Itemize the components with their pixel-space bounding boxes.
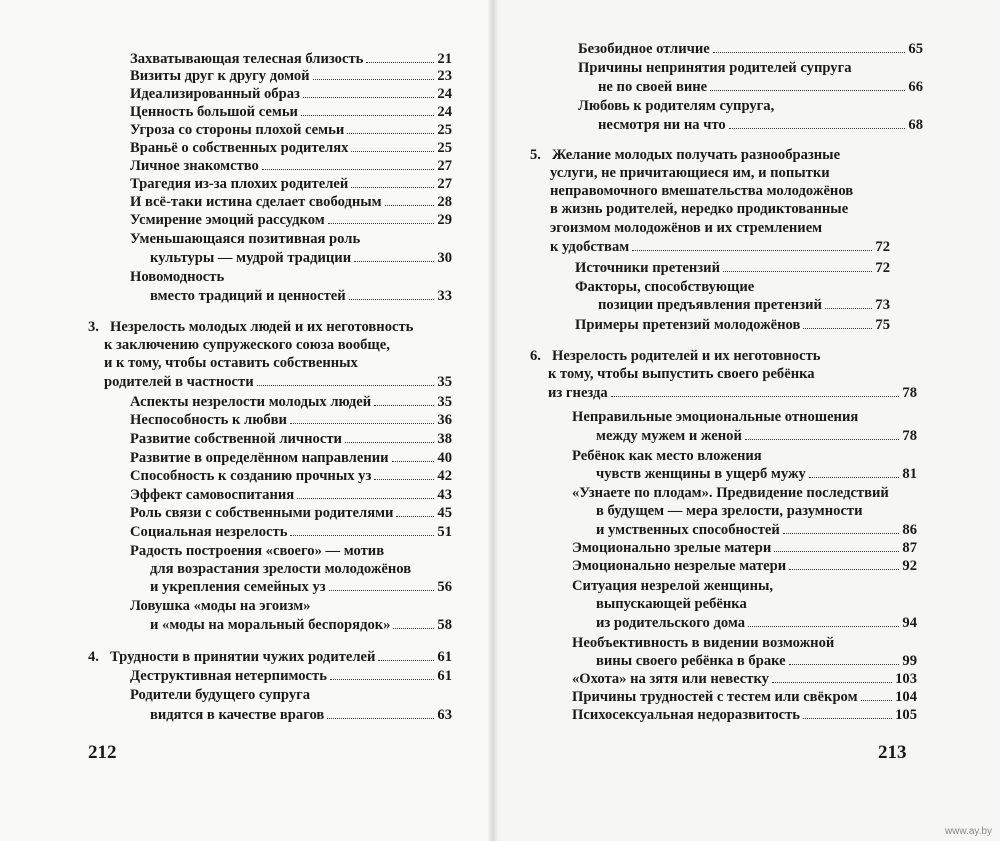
left-toc-line — [130, 430, 452, 448]
toc-entry-title: 4. Трудности в принятии чужих родителей — [88, 649, 376, 665]
right-toc-line — [572, 408, 858, 426]
right-toc-line — [572, 634, 834, 652]
right-toc-line — [550, 219, 822, 237]
right-toc-line — [575, 278, 754, 296]
toc-page-number: 21 — [437, 51, 452, 67]
toc-entry-title: не по своей вине — [598, 79, 708, 95]
toc-page-number: 42 — [437, 468, 452, 484]
toc-page-number: 105 — [895, 707, 917, 723]
right-toc-line — [530, 146, 840, 164]
left-toc-line — [88, 318, 413, 336]
left-toc-line — [130, 193, 452, 211]
toc-entry-title: и укрепления семейных уз — [150, 579, 326, 595]
toc-entry-title: Захватывающая телесная близость — [130, 51, 364, 67]
left-toc-line — [88, 648, 452, 666]
leader-dots — [789, 664, 900, 665]
leader-dots — [301, 115, 434, 116]
toc-page-number: 65 — [908, 41, 923, 57]
right-toc-line — [596, 595, 747, 613]
toc-entry-title: 6. Незрелость родителей и их неготовность — [530, 348, 821, 364]
leader-dots — [374, 405, 434, 406]
leader-dots — [803, 328, 872, 329]
leader-dots — [330, 679, 434, 680]
left-toc-line — [130, 667, 452, 685]
toc-page-number: 43 — [437, 487, 452, 503]
leader-dots — [313, 79, 435, 80]
toc-page-number: 25 — [437, 122, 452, 138]
toc-entry-title: вместо традиций и ценностей — [150, 288, 346, 304]
leader-dots — [611, 396, 900, 397]
toc-entry-title: видятся в качестве врагов — [150, 707, 325, 723]
toc-entry-title: Угроза со стороны плохой семьи — [130, 122, 345, 138]
leader-dots — [262, 169, 435, 170]
toc-page-number: 66 — [908, 79, 923, 95]
right-toc-line — [575, 259, 890, 277]
left-toc-line — [130, 268, 224, 286]
leader-dots — [349, 299, 435, 300]
leader-dots — [745, 439, 900, 440]
toc-page-number: 78 — [902, 428, 917, 444]
leader-dots — [385, 205, 435, 206]
leader-dots — [396, 516, 434, 517]
leader-dots — [783, 533, 900, 534]
toc-entry-title: к заключению супружеского союза вообще, — [104, 337, 390, 353]
toc-entry-title: Радость построения «своего» — мотив — [130, 543, 385, 559]
leader-dots — [345, 442, 435, 443]
leader-dots — [723, 271, 872, 272]
toc-entry-title: Любовь к родителям супруга, — [578, 98, 775, 114]
leader-dots — [327, 718, 434, 719]
right-toc-line — [550, 182, 853, 200]
toc-entry-title: Примеры претензий молодожёнов — [575, 317, 801, 333]
toc-entry-title: И всё-таки истина сделает свободным — [130, 194, 382, 210]
right-toc-line — [578, 97, 774, 115]
toc-entry-title: услуги, не причитающиеся им, и попытки — [550, 165, 830, 181]
toc-entry-title: Ценность большой семьи — [130, 104, 298, 120]
chapter-number: 6. — [530, 348, 541, 364]
toc-page-number: 27 — [437, 176, 452, 192]
toc-entry-title: «Охота» на зятя или невестку — [572, 671, 769, 687]
toc-page-number: 35 — [437, 394, 452, 410]
leader-dots — [789, 569, 899, 570]
left-toc-line — [150, 560, 411, 578]
left-toc-line — [130, 211, 452, 229]
leader-dots — [347, 133, 434, 134]
leader-dots — [809, 477, 900, 478]
right-toc-line — [572, 447, 762, 465]
toc-entry-title: Аспекты незрелости молодых людей — [130, 394, 372, 410]
left-toc-line — [130, 139, 452, 157]
leader-dots — [632, 250, 872, 251]
left-toc-line — [150, 706, 452, 724]
toc-page-number: 94 — [902, 615, 917, 631]
left-toc-line — [130, 103, 452, 121]
toc-entry-title: и «моды на моральный беспорядок» — [150, 617, 391, 633]
toc-page-number: 24 — [437, 104, 452, 120]
toc-page-number: 61 — [437, 668, 452, 684]
toc-entry-title: Уменьшающаяся позитивная роль — [130, 231, 361, 247]
right-toc-line — [550, 200, 848, 218]
toc-entry-title: Социальная незрелость — [130, 524, 288, 540]
toc-entry-title: Эмоционально незрелые матери — [572, 558, 787, 574]
toc-entry-title: Идеализированный образ — [130, 86, 300, 102]
toc-entry-title: для возрастания зрелости молодожёнов — [150, 561, 412, 577]
right-toc-line — [572, 539, 917, 557]
right-toc-line — [596, 427, 917, 445]
toc-page-number: 30 — [437, 250, 452, 266]
toc-entry-title: из гнезда — [548, 385, 608, 401]
left-toc-line — [150, 616, 452, 634]
right-toc-line — [572, 557, 917, 575]
right-toc-line — [596, 652, 917, 670]
left-toc-line — [104, 354, 358, 372]
toc-entry-title: эгоизмом молодожёнов и их стремлением — [550, 220, 823, 236]
toc-entry-title: Деструктивная нетерпимость — [130, 668, 327, 684]
toc-page-number: 92 — [902, 558, 917, 574]
right-toc-line — [598, 116, 923, 134]
leader-dots — [290, 535, 434, 536]
toc-entry-title: и умственных способностей — [596, 522, 780, 538]
right-toc-line — [572, 577, 773, 595]
leader-dots — [366, 62, 434, 63]
right-toc-line — [598, 78, 923, 96]
toc-entry-title: Эмоционально зрелые матери — [572, 540, 772, 556]
book-fold — [488, 0, 498, 841]
toc-page-number: 72 — [875, 260, 890, 276]
right-toc-line — [575, 316, 890, 334]
leader-dots — [772, 682, 892, 683]
toc-page-number: 45 — [437, 505, 452, 521]
toc-page-number: 28 — [437, 194, 452, 210]
leader-dots — [729, 128, 906, 129]
leader-dots — [710, 90, 905, 91]
toc-page-number: 61 — [437, 649, 452, 665]
toc-entry-title: неправомочного вмешательства молодожёнов — [550, 183, 854, 199]
page-number-right: 213 — [878, 742, 907, 763]
toc-entry-title: культуры — мудрой традиции — [150, 250, 352, 266]
left-toc-line — [130, 542, 384, 560]
toc-entry-title: Трагедия из-за плохих родителей — [130, 176, 349, 192]
left-toc-line — [130, 449, 452, 467]
toc-entry-title: Личное знакомство — [130, 158, 259, 174]
toc-entry-title: Роль связи с собственными родителями — [130, 505, 394, 521]
left-toc-line — [104, 373, 452, 391]
leader-dots — [303, 97, 435, 98]
toc-page-number: 51 — [437, 524, 452, 540]
toc-entry-title: 3. Незрелость молодых людей и их неготовность — [88, 319, 414, 335]
left-toc-line — [130, 157, 452, 175]
left-toc-line — [130, 85, 452, 103]
leader-dots — [392, 461, 435, 462]
right-toc-line — [548, 365, 815, 383]
left-toc-line — [150, 578, 452, 596]
right-toc-line — [572, 670, 917, 688]
left-toc-line — [130, 504, 452, 522]
leader-dots — [329, 590, 435, 591]
right-toc-line — [548, 384, 917, 402]
toc-entry-title: Визиты друг к другу домой — [130, 68, 310, 84]
toc-entry-title: выпускающей ребёнка — [596, 596, 747, 612]
leader-dots — [803, 718, 892, 719]
leader-dots — [713, 52, 906, 53]
toc-entry-title: к удобствам — [550, 239, 630, 255]
toc-page-number: 72 — [875, 239, 890, 255]
toc-entry-title: Развитие в определённом направлении — [130, 450, 389, 466]
toc-entry-title: Необъективность в видении возможной — [572, 635, 835, 651]
toc-entry-title: в будущем — мера зрелости, разумности — [596, 503, 863, 519]
right-toc-line — [598, 296, 890, 314]
toc-entry-title: вины своего ребёнка в браке — [596, 653, 786, 669]
toc-entry-title: Эффект самовоспитания — [130, 487, 295, 503]
left-toc-line — [130, 121, 452, 139]
toc-entry-title: Ситуация незрелой женщины, — [572, 578, 774, 594]
leader-dots — [290, 423, 434, 424]
right-toc-line — [578, 40, 923, 58]
toc-page-number: 86 — [902, 522, 917, 538]
left-toc-line — [130, 523, 452, 541]
right-toc-line — [550, 238, 890, 256]
left-toc-line — [130, 393, 452, 411]
toc-page-number: 29 — [437, 212, 452, 228]
toc-entry-title: Безобидное отличие — [578, 41, 710, 57]
right-toc-line — [596, 502, 863, 520]
left-toc-line — [150, 287, 452, 305]
toc-entry-title: Враньё о собственных родителях — [130, 140, 349, 156]
toc-page-number: 38 — [437, 431, 452, 447]
chapter-number: 3. — [88, 319, 99, 335]
toc-entry-title: 5. Желание молодых получать разнообразные — [530, 147, 841, 163]
toc-page-number: 78 — [902, 385, 917, 401]
toc-page-number: 103 — [895, 671, 917, 687]
leader-dots — [378, 660, 434, 661]
toc-page-number: 99 — [902, 653, 917, 669]
right-toc-line — [596, 614, 917, 632]
left-toc-line — [150, 249, 452, 267]
leader-dots — [393, 628, 434, 629]
left-toc-line — [130, 67, 452, 85]
toc-entry-title: Усмирение эмоций рассудком — [130, 212, 325, 228]
leader-dots — [374, 479, 434, 480]
toc-entry-title: Психосексуальная недоразвитость — [572, 707, 800, 723]
leader-dots — [825, 308, 873, 309]
toc-entry-title: Неправильные эмоциональные отношения — [572, 409, 859, 425]
toc-page-number: 33 — [437, 288, 452, 304]
leader-dots — [351, 151, 434, 152]
toc-page-number: 58 — [437, 617, 452, 633]
toc-entry-title: и к тому, чтобы оставить собственных — [104, 355, 358, 371]
left-toc-line — [130, 686, 310, 704]
leader-dots — [774, 551, 899, 552]
toc-entry-title: Ловушка «моды на эгоизм» — [130, 598, 311, 614]
toc-entry-title: Неспособность к любви — [130, 412, 287, 428]
right-toc-line — [578, 59, 852, 77]
left-toc-line — [130, 230, 360, 248]
leader-dots — [297, 498, 434, 499]
right-toc-line — [550, 164, 830, 182]
page-number-left: 212 — [88, 742, 117, 763]
left-toc-line — [130, 467, 452, 485]
toc-entry-title: Причины непринятия родителей супруга — [578, 60, 852, 76]
toc-page-number: 68 — [908, 117, 923, 133]
toc-entry-title: к тому, чтобы выпустить своего ребёнка — [548, 366, 815, 382]
left-toc-line — [130, 50, 452, 68]
toc-page-number: 81 — [902, 466, 917, 482]
watermark: www.ay.by — [944, 826, 992, 837]
toc-page-number: 40 — [437, 450, 452, 466]
toc-entry-title: позиции предъявления претензий — [598, 297, 822, 313]
right-toc-line — [572, 706, 917, 724]
toc-entry-title: из родительского дома — [596, 615, 745, 631]
toc-page-number: 24 — [437, 86, 452, 102]
toc-entry-title: чувств женщины в ущерб мужу — [596, 466, 806, 482]
right-toc-line — [572, 688, 917, 706]
left-toc-line — [130, 597, 310, 615]
toc-page-number: 23 — [437, 68, 452, 84]
left-toc-line — [130, 486, 452, 504]
toc-entry-title: Источники претензий — [575, 260, 720, 276]
left-toc-line — [130, 175, 452, 193]
toc-entry-title: Новомодность — [130, 269, 225, 285]
toc-entry-title: Ребёнок как место вложения — [572, 448, 762, 464]
toc-entry-title: несмотря ни на что — [598, 117, 726, 133]
leader-dots — [354, 261, 434, 262]
right-toc-line — [572, 484, 889, 502]
chapter-number: 4. — [88, 649, 99, 665]
toc-page-number: 87 — [902, 540, 917, 556]
leader-dots — [257, 385, 435, 386]
toc-page-number: 63 — [437, 707, 452, 723]
toc-entry-title: между мужем и женой — [596, 428, 742, 444]
leader-dots — [351, 187, 434, 188]
toc-entry-title: Развитие собственной личности — [130, 431, 342, 447]
toc-page-number: 73 — [875, 297, 890, 313]
toc-entry-title: Причины трудностей с тестем или свёкром — [572, 689, 858, 705]
toc-page-number: 35 — [437, 374, 452, 390]
chapter-number: 5. — [530, 147, 541, 163]
leader-dots — [328, 223, 435, 224]
right-toc-line — [596, 465, 917, 483]
toc-entry-title: Факторы, способствующие — [575, 279, 755, 295]
toc-page-number: 36 — [437, 412, 452, 428]
leader-dots — [861, 700, 893, 701]
toc-page-number: 56 — [437, 579, 452, 595]
toc-entry-title: в жизнь родителей, нередко продиктованные — [550, 201, 849, 217]
toc-page-number: 75 — [875, 317, 890, 333]
toc-entry-title: Родители будущего супруга — [130, 687, 311, 703]
right-toc-line — [596, 521, 917, 539]
left-toc-line — [130, 411, 452, 429]
right-toc-line — [530, 347, 820, 365]
left-toc-line — [104, 336, 390, 354]
toc-entry-title: Способность к созданию прочных уз — [130, 468, 372, 484]
leader-dots — [748, 626, 899, 627]
toc-entry-title: родителей в частности — [104, 374, 254, 390]
toc-page-number: 104 — [895, 689, 917, 705]
toc-page-number: 25 — [437, 140, 452, 156]
toc-page-number: 27 — [437, 158, 452, 174]
toc-entry-title: «Узнаете по плодам». Предвидение последствий — [572, 485, 889, 501]
